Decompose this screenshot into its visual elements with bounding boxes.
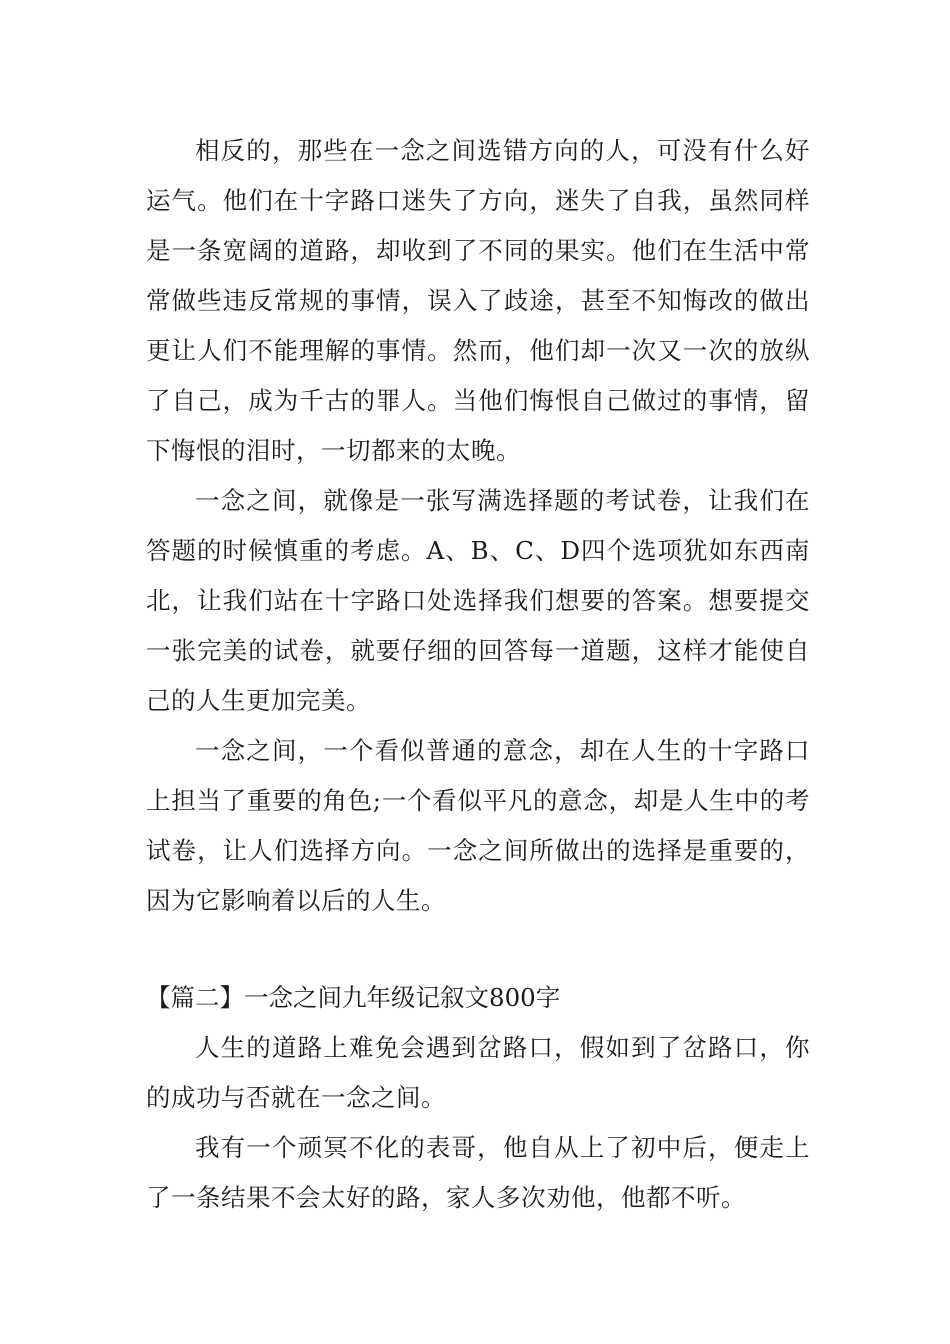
section-heading: 【篇二】一念之间九年级记叙文800字 bbox=[146, 983, 561, 1012]
body-paragraph-3: 一念之间，一个看似普通的意念，却在人生的十字路口上担当了重要的角色;一个看似平凡的意念，却是人生中的考试卷，让人们选择方向。一念之间所做出的选择是重要的，因为它影响着以后的人生。 bbox=[146, 736, 810, 915]
section-paragraph-2: 我有一个顽冥不化的表哥，他自从上了初中后，便走上了一条结果不会太好的路，家人多次劝他，他都不听。 bbox=[146, 1133, 810, 1212]
section-paragraph-1: 人生的道路上难免会遇到岔路口，假如到了岔路口，你的成功与否就在一念之间。 bbox=[146, 1033, 810, 1112]
body-paragraph-2: 一念之间，就像是一张写满选择题的考试卷，让我们在答题的时候慎重的考虑。A、B、C、D四个选项犹如东西南北，让我们站在十字路口处选择我们想要的答案。想要提交一张完美的试卷，就要仔细的回答每一道题，这样才能使自己的人生更加完美。 bbox=[146, 486, 810, 715]
body-paragraph-1: 相反的，那些在一念之间选错方向的人，可没有什么好运气。他们在十字路口迷失了方向，迷失了自我，虽然同样是一条宽阔的道路，却收到了不同的果实。他们在生活中常常做些违反常规的事情，误入了歧途，甚至不知悔改的做出更让人们不能理解的事情。然而，他们却一次又一次的放纵了自己，成为千古的罪人。当他们悔恨自己做过的事情，留下悔恨的泪时，一切都来的太晚。 bbox=[146, 136, 810, 465]
